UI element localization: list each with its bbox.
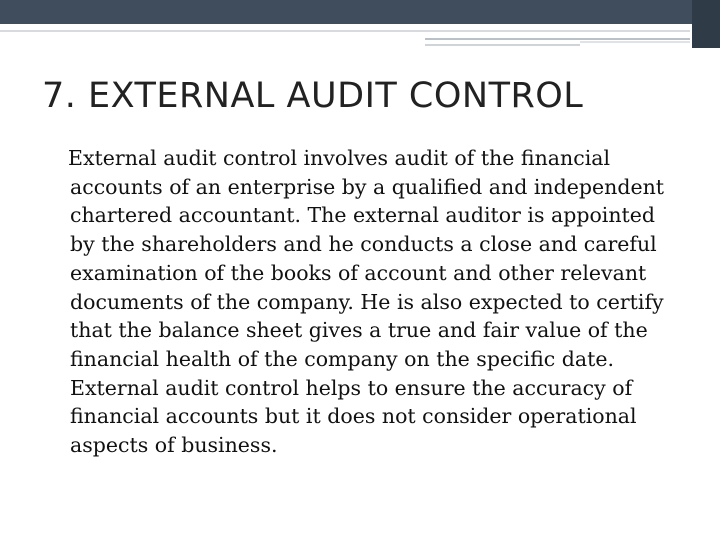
header-stripe [425, 38, 690, 40]
slide-title: 7. EXTERNAL AUDIT CONTROL [42, 76, 584, 116]
header-stripe [0, 30, 690, 32]
header-stripe [425, 44, 580, 46]
top-right-accent-block [692, 0, 720, 48]
header-stripe [580, 41, 690, 43]
top-decorative-bar [0, 0, 720, 24]
slide-body-text: External audit control involves audit of the financial accounts of an enterprise by a qualified and independent chartered accountant. The external auditor is appointed by the shareholders and he conducts a close and careful examination of the books of account and other relevant documents of the company. He is also expected to certify that the balance sheet gives a true and fair value of the financial health of the company on the specific date. External audit control helps to ensure the accuracy of financial accounts but it does not consider operational aspects of business. [68, 146, 665, 458]
